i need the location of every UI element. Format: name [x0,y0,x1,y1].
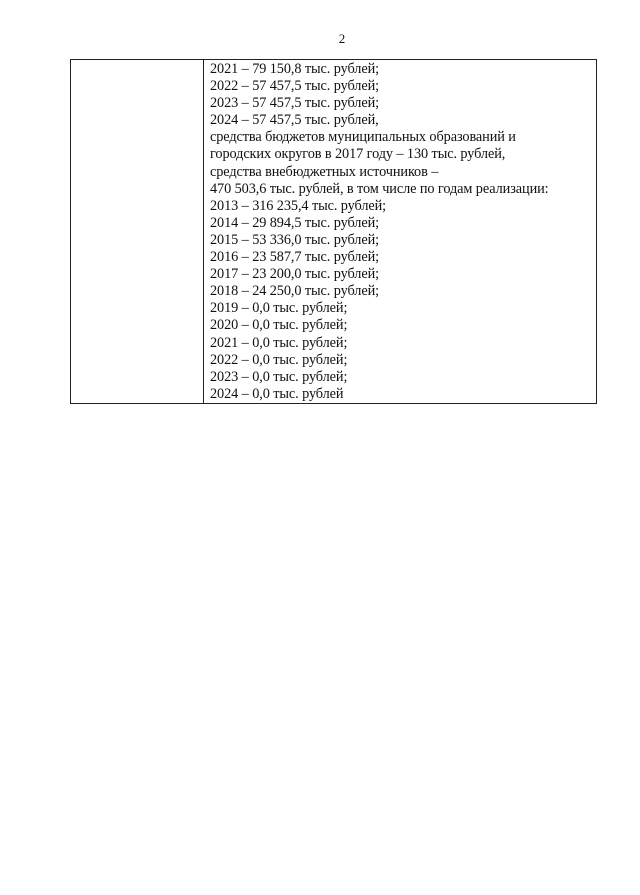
extrabudgetary-line-2015: 2015 – 53 336,0 тыс. рублей; [210,231,379,248]
extrabudgetary-line-2017: 2017 – 23 200,0 тыс. рублей; [210,266,379,283]
extrabudgetary-line-2021: 2021 – 0,0 тыс. рублей; [210,334,348,351]
extrabudgetary-line-2016: 2016 – 23 587,7 тыс. рублей; [210,249,379,266]
funding-line-2022: 2022 – 57 457,5 тыс. рублей; [210,78,379,95]
extrabudgetary-line-2024: 2024 – 0,0 тыс. рублей [210,385,344,402]
extrabudgetary-line-2022: 2022 – 0,0 тыс. рублей; [210,351,348,368]
municipal-budget-line-1: средства бюджетов муниципальных образований и [210,129,516,146]
extrabudgetary-line-2018: 2018 – 24 250,0 тыс. рублей; [210,283,379,300]
funding-line-2024: 2024 – 57 457,5 тыс. рублей, [210,112,379,129]
municipal-budget-line-2: городских округов в 2017 году – 130 тыс. рублей, [210,146,506,163]
extrabudgetary-line-2020: 2020 – 0,0 тыс. рублей; [210,317,348,334]
extrabudgetary-heading: средства внебюджетных источников – [210,163,439,180]
funding-line-2021: 2021 – 79 150,8 тыс. рублей; [210,61,379,77]
extrabudgetary-line-2023: 2023 – 0,0 тыс. рублей; [210,368,348,385]
page-number: 2 [338,31,346,46]
extrabudgetary-line-2019: 2019 – 0,0 тыс. рублей; [210,300,348,317]
extrabudgetary-line-2013: 2013 – 316 235,4 тыс. рублей; [210,197,387,214]
extrabudgetary-line-2014: 2014 – 29 894,5 тыс. рублей; [210,214,379,231]
table-right-cell [204,60,596,403]
funding-line-2023: 2023 – 57 457,5 тыс. рублей; [210,95,379,112]
table-left-cell [71,60,204,403]
extrabudgetary-total: 470 503,6 тыс. рублей, в том числе по годам реализации: [210,180,549,197]
funding-table [70,59,597,404]
